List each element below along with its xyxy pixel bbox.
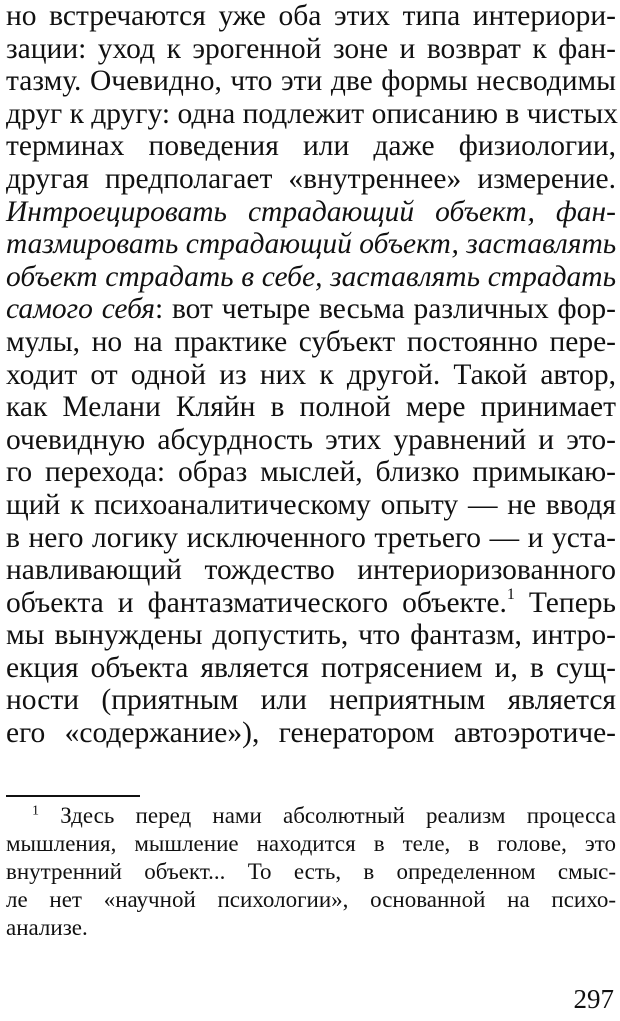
footnote-text: Здесь перед нами абсолютный реализм процесса (60, 803, 616, 828)
text-line (6, 554, 616, 587)
text-line (6, 424, 616, 457)
text-segment: друг к другу: одна подлежит описанию в чистых (6, 97, 618, 130)
text-line (6, 456, 616, 489)
text-segment: ходит от одной из них к другой. Такой автор, (6, 358, 616, 391)
text-line (6, 130, 616, 163)
text-segment: екция объекта является потрясением и, в сущ- (6, 651, 616, 684)
footnote-line (6, 802, 616, 830)
italic-text: тазмировать страдающий объект, заставлять (6, 228, 617, 261)
text-segment: зации: уход к эрогенной зоне и возврат к фан- (6, 32, 616, 65)
text-segment: очевидную абсурдность этих уравнений и это- (6, 423, 616, 456)
text-segment: Теперь (514, 586, 616, 619)
text-segment: тазму. Очевидно, что эти две формы несводимы (6, 65, 616, 98)
text-line (6, 684, 616, 717)
text-segment: мы вынуждены допустить, что фантазм, интро- (6, 619, 616, 652)
text-line (6, 489, 616, 522)
text-segment: мулы, но на практике субъект постоянно пере- (6, 325, 616, 358)
text-line (6, 196, 616, 229)
footnote-line: ле нет «научной психологии», основанной на психо- (6, 887, 616, 912)
text-line (6, 652, 616, 685)
text-segment: в него логику исключенного третьего — и уста- (6, 521, 616, 554)
main-text-block (6, 0, 616, 750)
italic-text: Интроецировать страдающий объект, фан- (6, 195, 616, 228)
footnote-reference: 1 (506, 585, 515, 603)
text-line (6, 293, 616, 326)
text-line (6, 33, 616, 66)
text-segment: ности (приятным или неприятным является (6, 684, 616, 717)
footnote-line: мышления, мышление находится в теле, в голове, это (6, 831, 616, 856)
footnote-block (6, 802, 616, 942)
text-segment: другая предполагает «внутреннее» измерение. (6, 162, 616, 195)
text-segment: щий к психоаналитическому опыту — не вводя (6, 488, 616, 521)
text-line (6, 326, 616, 359)
text-line (6, 391, 616, 424)
text-line (6, 717, 616, 750)
text-line (6, 65, 616, 98)
footnote-marker: 1 (32, 803, 39, 819)
text-segment: терминах поведения или даже физиологии, (6, 130, 616, 163)
text-segment: но встречаются уже оба этих типа интериори- (6, 0, 616, 32)
text-line (6, 619, 616, 652)
text-line (6, 587, 616, 620)
text-segment: : вот четыре весьма различных фор- (154, 293, 616, 326)
text-line (6, 98, 616, 131)
text-line (6, 0, 616, 33)
text-line (6, 228, 616, 261)
italic-text: объект страдать в себе, заставлять страдать (6, 260, 616, 293)
text-segment: как Мелани Кляйн в полной мере принимает (6, 391, 616, 424)
text-line (6, 522, 616, 555)
text-line (6, 261, 616, 294)
italic-text: самого себя (6, 293, 155, 326)
text-segment: объекта и фантазматического объекте. (6, 586, 507, 619)
text-segment: го перехода: образ мыслей, близко примыкаю- (6, 456, 616, 489)
footnote-line: внутренний объект... То есть, в определенном смыс- (6, 859, 616, 884)
footnote-line: анализе. (6, 915, 88, 940)
text-line (6, 359, 616, 392)
text-line (6, 163, 616, 196)
text-segment: его «содержание»), генератором автоэротиче- (6, 717, 616, 750)
page-number: 297 (573, 984, 614, 1014)
text-segment: навливающий тождество интериоризованного (6, 554, 616, 587)
footnote-separator (6, 795, 140, 797)
